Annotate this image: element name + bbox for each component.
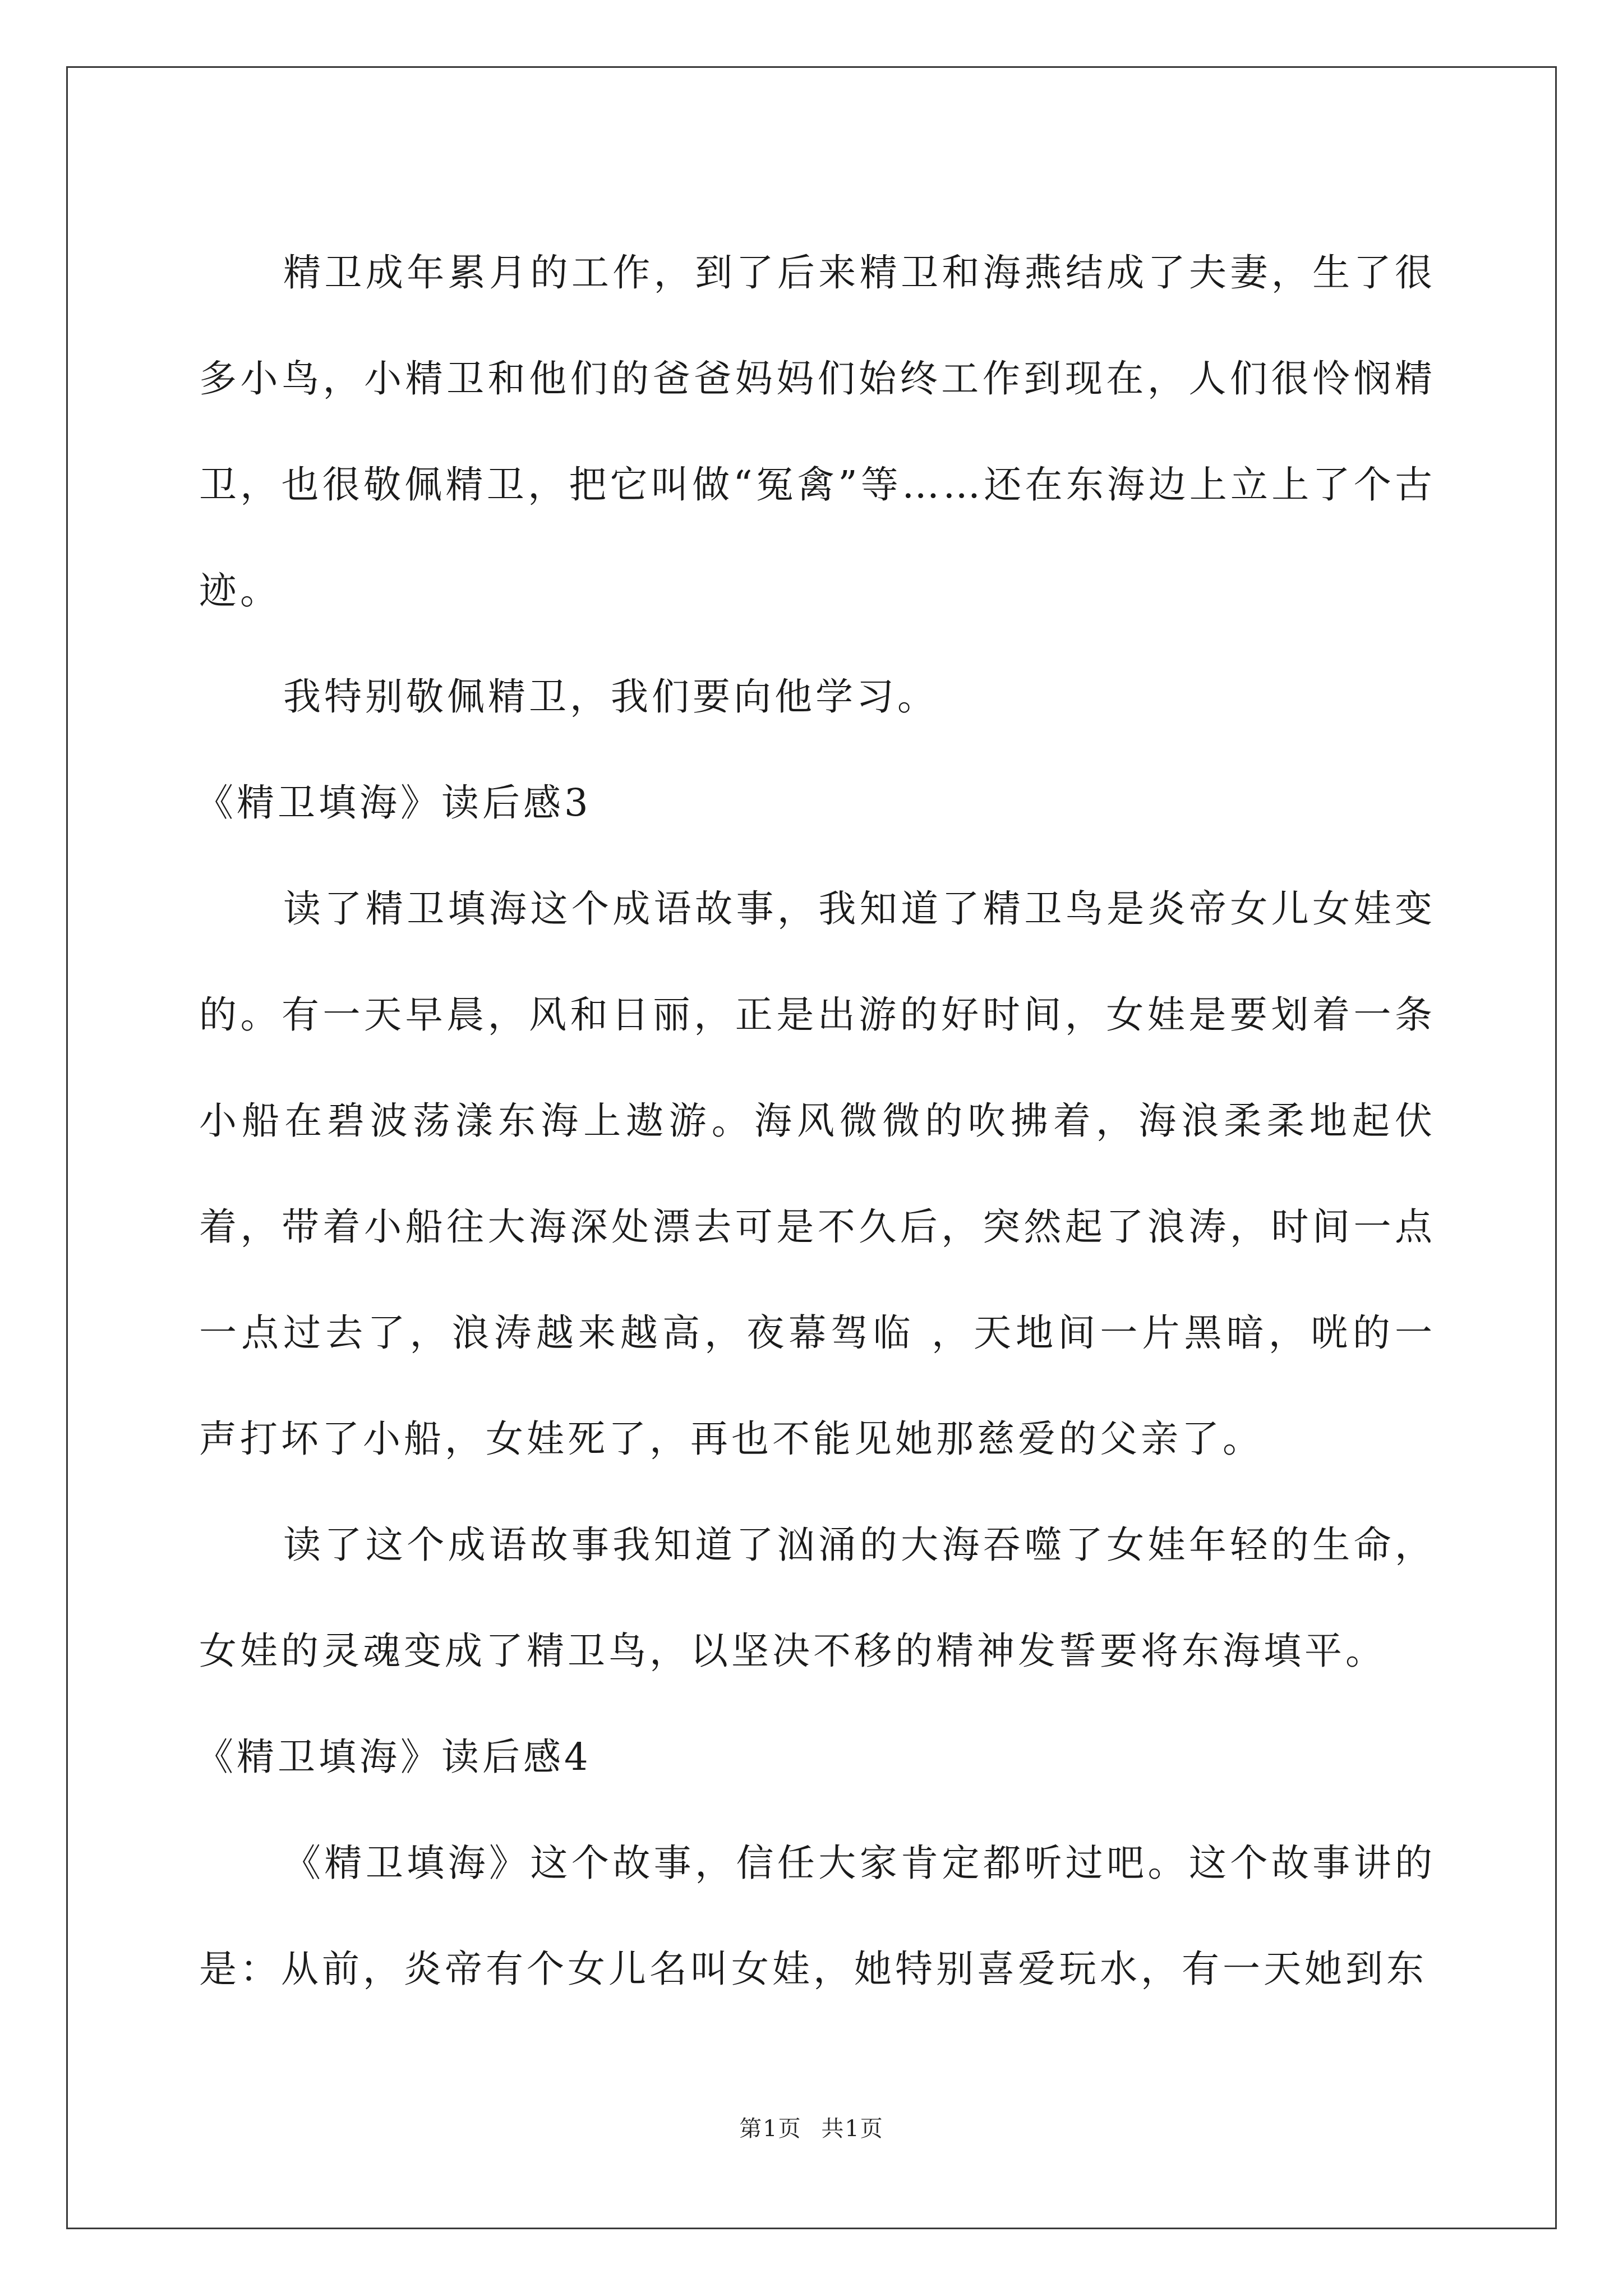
section-heading: 《精卫填海》读后感3 xyxy=(196,781,592,825)
section-heading: 《精卫填海》读后感4 xyxy=(196,1735,592,1779)
paragraph: 精卫成年累月的工作，到了后来精卫和海燕结成了夫妻，生了很多小鸟，小精卫和他们的爸爸妈妈们始终工作到现在，人们很怜悯精卫，也很敬佩精卫，把它叫做“冤禽”等……还在东海边上立上了个古迹。 xyxy=(199,251,1436,613)
paragraph: 读了精卫填海这个成语故事，我知道了精卫鸟是炎帝女儿女娃变的。有一天早晨，风和日丽，正是出游的好时间，女娃是要划着一条小船在碧波荡漾东海上遨游。海风微微的吹拂着，海浪柔柔地起伏着，带着小船往大海深处漂去可是不久后，突然起了浪涛，时间一点一点过去了，浪涛越来越高，夜幕驾临 ，天地间一片黑暗，咣的一声打坏了小船，女娃死了，再也不能见她那慈爱的父亲了。 xyxy=(199,887,1436,1461)
page-number: 第1页 xyxy=(739,2116,802,2142)
paragraph: 《精卫填海》这个故事，信任大家肯定都听过吧。这个故事讲的是：从前，炎帝有个女儿名叫女娃，她特别喜爱玩水，有一天她到东 xyxy=(199,1841,1436,1991)
paragraph: 读了这个成语故事我知道了汹涌的大海吞噬了女娃年轻的生命，女娃的灵魂变成了精卫鸟，以坚决不移的精神发誓要将东海填平。 xyxy=(199,1523,1436,1673)
paragraph: 我特别敬佩精卫，我们要向他学习。 xyxy=(283,675,938,719)
page-footer xyxy=(0,2111,1623,2143)
document-body xyxy=(196,220,1436,2022)
page-total: 共1页 xyxy=(821,2116,884,2142)
